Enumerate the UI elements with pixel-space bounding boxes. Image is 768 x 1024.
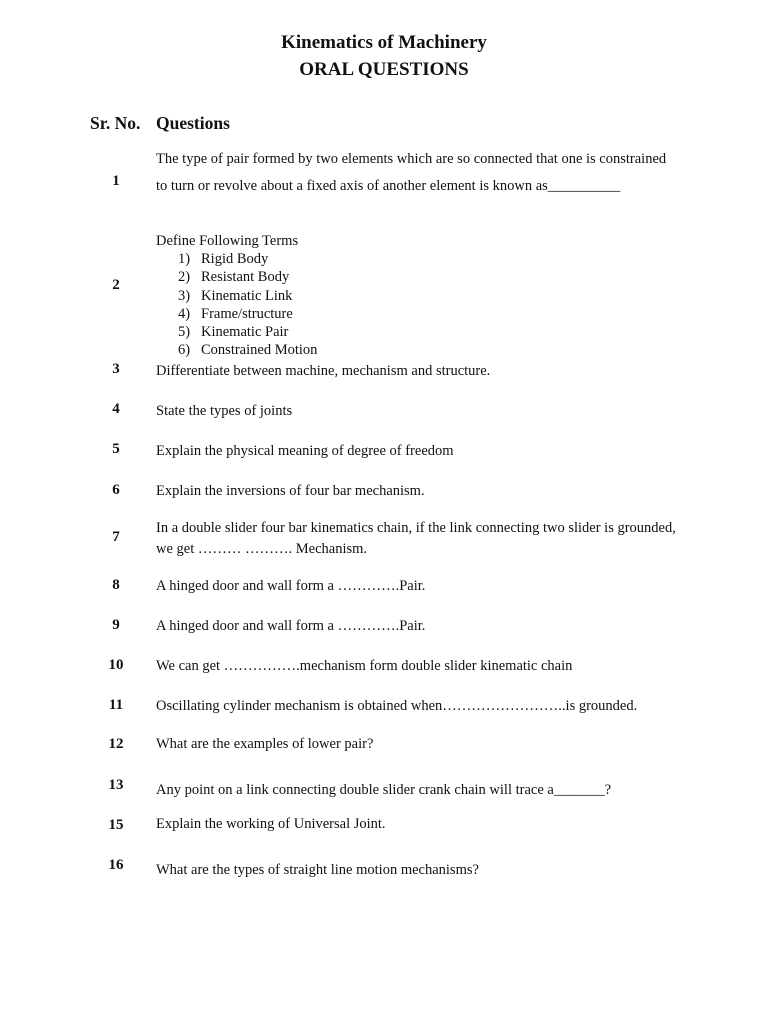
question-text-12: What are the examples of lower pair?: [156, 736, 374, 752]
term-label: Frame/structure: [201, 305, 293, 322]
term-number: 5): [178, 324, 191, 341]
question-text-1: The type of pair formed by two elements which are so connected that one is constrained to turn or revolve about a fixed axis of another element is known as__________: [156, 151, 667, 194]
question-text-9: A hinged door and wall form a ………….Pair.: [156, 618, 426, 634]
question-text-16: What are the types of straight line motion mechanisms?: [156, 862, 479, 878]
term-item: [156, 250, 676, 268]
terms-list: [156, 250, 676, 359]
term-item: [156, 305, 676, 323]
question-text-5: Explain the physical meaning of degree of freedom: [156, 443, 454, 459]
question-text-7: In a double slider four bar kinematics chain, if the link connecting two slider is grounded, we get ……… ………. Mechanism.: [156, 520, 676, 557]
term-number: 6): [178, 342, 191, 359]
term-number: 4): [178, 305, 191, 322]
question-number-15: 15: [108, 817, 124, 833]
term-item: [156, 287, 676, 305]
question-number-2: 2: [112, 277, 120, 293]
question-number-3: 3: [112, 361, 120, 377]
term-number: 1): [178, 251, 191, 268]
question-number-6: 6: [112, 482, 120, 498]
question-text-8: A hinged door and wall form a ………….Pair.: [156, 578, 426, 594]
question-text-4: State the types of joints: [156, 403, 293, 419]
define-terms-intro: Define Following Terms: [156, 233, 299, 249]
question-number-8: 8: [112, 577, 120, 593]
document-title: Kinematics of Machinery: [281, 32, 487, 53]
term-number: 2): [178, 269, 191, 286]
term-item: [156, 268, 676, 286]
term-number: 3): [178, 287, 191, 304]
term-item: [156, 323, 676, 341]
question-text-3: Differentiate between machine, mechanism and structure.: [156, 363, 491, 379]
question-number-13: 13: [108, 777, 124, 793]
term-label: Rigid Body: [201, 251, 269, 268]
question-text-15: Explain the working of Universal Joint.: [156, 816, 386, 832]
term-label: Kinematic Link: [201, 287, 293, 304]
term-item: [156, 341, 676, 359]
question-number-10: 10: [108, 657, 124, 673]
term-label: Constrained Motion: [201, 342, 318, 359]
question-text-13: Any point on a link connecting double slider crank chain will trace a_______?: [156, 782, 612, 798]
question-text-2: [156, 232, 676, 359]
question-text-10: We can get …………….mechanism form double slider kinematic chain: [156, 658, 573, 674]
question-number-12: 12: [108, 736, 124, 752]
question-number-16: 16: [108, 857, 124, 873]
question-text-11: Oscillating cylinder mechanism is obtained when……………………..is grounded.: [156, 698, 638, 714]
term-label: Kinematic Pair: [201, 324, 289, 341]
question-number-5: 5: [112, 441, 120, 457]
question-number-4: 4: [112, 401, 120, 417]
question-number-7: 7: [112, 529, 120, 545]
question-number-9: 9: [112, 617, 120, 633]
question-number-1: 1: [112, 173, 120, 189]
question-number-11: 11: [108, 697, 124, 713]
column-header-sr-no: Sr. No.: [90, 113, 141, 133]
document-subtitle: ORAL QUESTIONS: [299, 59, 469, 80]
column-header-questions: Questions: [156, 113, 230, 133]
question-text-6: Explain the inversions of four bar mechanism.: [156, 483, 425, 499]
term-label: Resistant Body: [201, 269, 290, 286]
